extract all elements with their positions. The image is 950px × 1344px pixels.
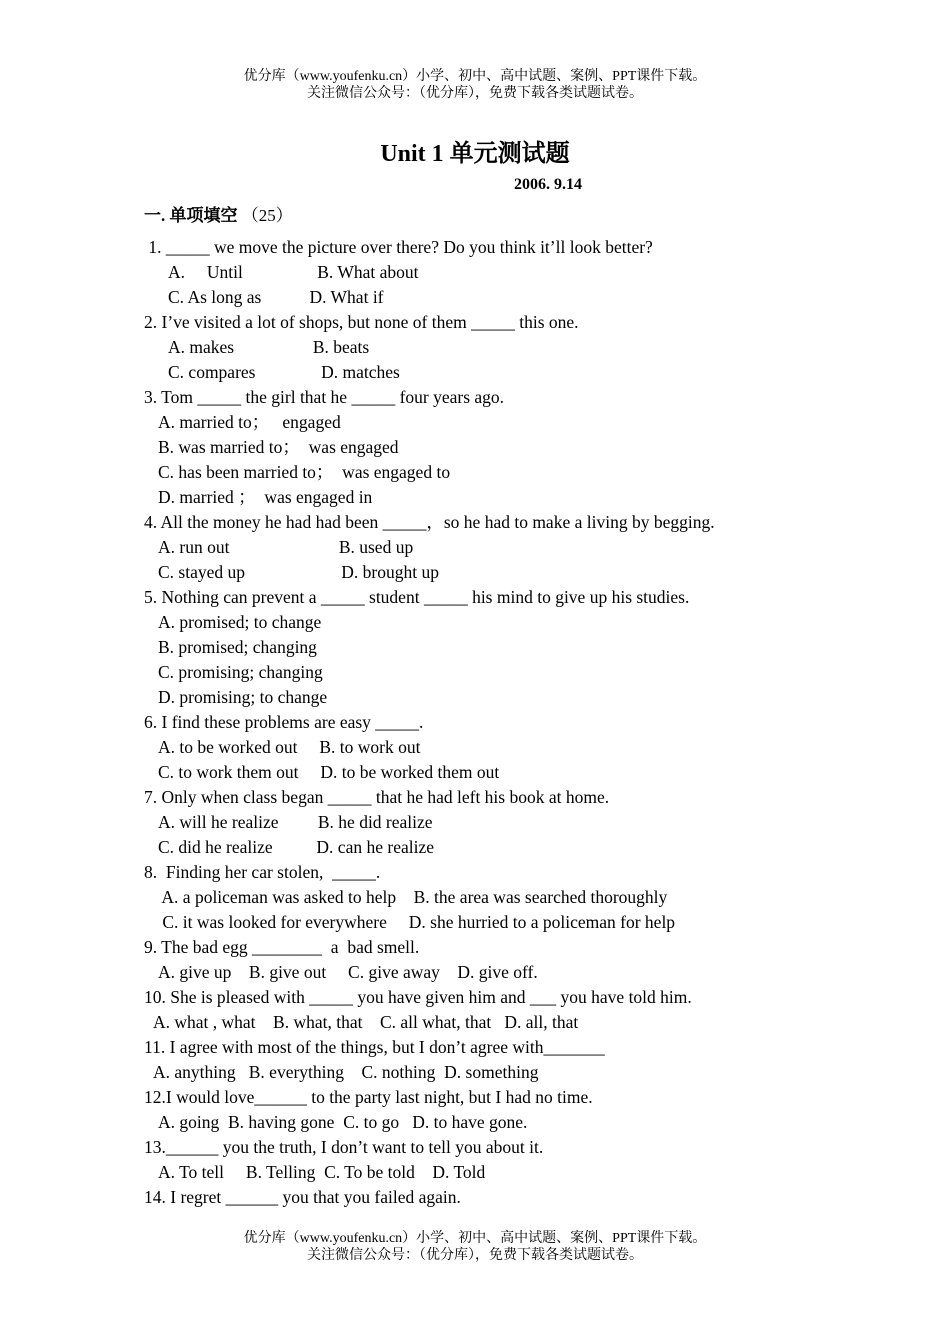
question-option: A. run out B. used up (158, 537, 414, 557)
question-stem: 10. She is pleased with _____ you have given him and ___ you have told him. (144, 987, 692, 1007)
page-footer (0, 1230, 950, 1264)
question-stem: 11. I agree with most of the things, but I don’t agree with_______ (144, 1037, 605, 1057)
question-option: B. was married to； was engaged (158, 437, 399, 457)
question-stem: 7. Only when class began _____ that he had left his book at home. (144, 787, 610, 807)
question-option: C. did he realize D. can he realize (158, 837, 434, 857)
section-title: 一. 单项填空 (144, 206, 238, 225)
footer-line-2: 关注微信公众号：（优分库），免费下载各类试题试卷。 (307, 1248, 643, 1263)
question-option: A. promised; to change (158, 612, 322, 632)
question-option: A. a policeman was asked to help B. the area was searched thoroughly (158, 887, 668, 907)
header-line-2: 关注微信公众号：（优分库），免费下载各类试题试卷。 (307, 86, 643, 101)
question-option: A. to be worked out B. to work out (158, 737, 421, 757)
page-title: Unit 1 单元测试题 (380, 141, 570, 167)
question-option: A. To tell B. Telling C. To be told D. Told (158, 1162, 486, 1182)
question-option: C. compares D. matches (168, 362, 400, 382)
question-stem: 8. Finding her car stolen, _____. (144, 862, 381, 882)
footer-line-1: 优分库（www.youfenku.cn）小学、初中、高中试题、案例、PPT课件下载。 (243, 1231, 707, 1246)
question-stem: 12.I would love______ to the party last night, but I had no time. (144, 1087, 593, 1107)
question-stem: 1. _____ we move the picture over there? Do you think it’ll look better? (144, 237, 653, 257)
question-stem: 9. The bad egg ________ a bad smell. (144, 937, 420, 957)
question-option: C. to work them out D. to be worked them out (158, 762, 500, 782)
question-option: C. stayed up D. brought up (158, 562, 439, 582)
question-stem: 5. Nothing can prevent a _____ student _____ his mind to give up his studies. (144, 587, 690, 607)
question-option: A. Until B. What about (168, 262, 419, 282)
header-line-1: 优分库（www.youfenku.cn）小学、初中、高中试题、案例、PPT课件下载。 (243, 69, 707, 84)
question-option: D. promising; to change (158, 687, 328, 707)
page-header (0, 68, 950, 102)
question-stem: 3. Tom _____ the girl that he _____ four years ago. (144, 387, 505, 407)
question-option: A. married to； engaged (158, 412, 341, 432)
question-option: A. anything B. everything C. nothing D. something (153, 1062, 539, 1082)
question-stem: 13.______ you the truth, I don’t want to tell you about it. (144, 1137, 544, 1157)
question-stem: 6. I find these problems are easy _____. (144, 712, 424, 732)
question-option: C. it was looked for everywhere D. she hurried to a policeman for help (158, 912, 676, 932)
question-option: D. married ； was engaged in (158, 487, 373, 507)
section-heading (144, 201, 293, 226)
question-stem: 4. All the money he had had been _____，so he had to make a living by begging. (144, 512, 715, 532)
question-option: C. As long as D. What if (168, 287, 384, 307)
question-option: C. has been married to； was engaged to (158, 462, 451, 482)
question-stem: 2. I’ve visited a lot of shops, but none of them _____ this one. (144, 312, 579, 332)
question-option: A. give up B. give out C. give away D. give off. (158, 962, 538, 982)
question-option: C. promising; changing (158, 662, 323, 682)
question-option: A. going B. having gone C. to go D. to have gone. (158, 1112, 528, 1132)
section-score: （25） (241, 206, 293, 225)
question-option: A. makes B. beats (168, 337, 370, 357)
question-stem: 14. I regret ______ you that you failed again. (144, 1187, 461, 1207)
question-option: A. what , what B. what, that C. all what, that D. all, that (153, 1012, 579, 1032)
exam-date: 2006. 9.14 (514, 176, 582, 193)
question-option: A. will he realize B. he did realize (158, 812, 433, 832)
question-option: B. promised; changing (158, 637, 317, 657)
